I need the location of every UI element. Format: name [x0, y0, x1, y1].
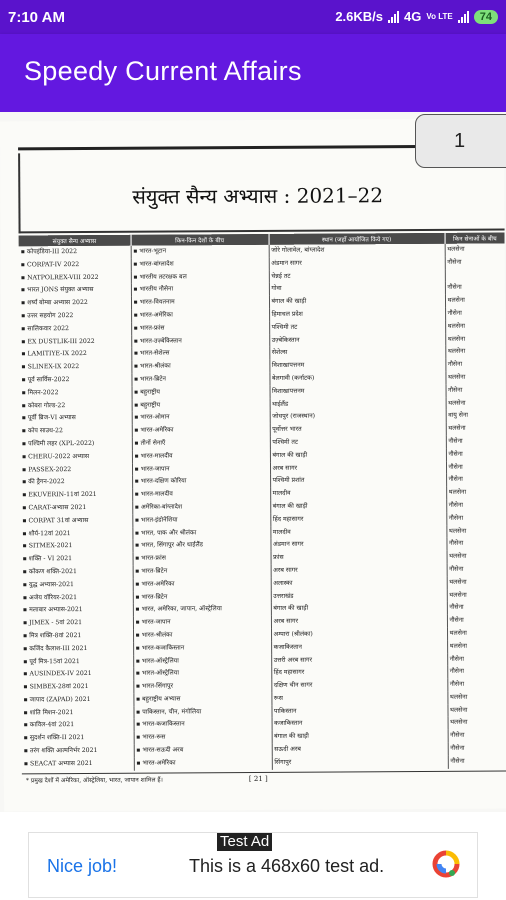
table-header-cell: किन-किन देशों के बीच	[131, 234, 269, 246]
table-cell: चेन्नई तट	[269, 269, 445, 283]
signal-icon	[388, 11, 399, 23]
table-cell: अरब सागर	[271, 564, 447, 578]
table-cell: थलसेना	[449, 693, 468, 701]
table-cell: ▪ सालिकवार 2022	[19, 323, 131, 336]
table-cell: हिंद महासागर	[271, 666, 447, 680]
table-cell: विशाखापत्तनम	[270, 385, 446, 399]
table-cell: ▪ मलाबार अभ्यास-2021	[21, 604, 133, 617]
exercise-table	[19, 232, 506, 771]
network-speed: 2.6KB/s	[335, 9, 384, 24]
table-cell: थलसेना	[448, 399, 466, 407]
table-cell: ▪ कजिंद कैलाश-III 2021	[21, 642, 133, 655]
table-cell: पाकिस्तान	[271, 705, 447, 719]
table-cell: ▪ SEACAT अभ्यास 2021	[22, 758, 134, 771]
table-cell: ▪ भारत-ब्रिटेन	[131, 373, 269, 387]
table-cell: पूर्वोत्तर भारत	[270, 423, 446, 437]
table-cell: थलसेना	[449, 591, 467, 599]
table-cell: नौसेना	[448, 476, 463, 484]
table-cell: ▪ शांति मिशन-2021	[21, 706, 133, 719]
table-cell: ▪ भारत-ब्रिटेन	[133, 565, 271, 579]
table-cell: ▪ पाकिस्तान, चीन, मंगोलिया	[133, 706, 271, 720]
table-cell: ▪ भारत-जापान	[133, 616, 271, 630]
table-cell: पश्चिमी तट	[270, 436, 446, 450]
table-cell: बंगाल की खाड़ी	[269, 295, 445, 309]
table-cell: सऊदी अरब	[272, 743, 448, 757]
table-cell: ▪ बहुराष्ट्रीय अभ्यास	[133, 693, 271, 707]
table-cell: ▪ भारत-कजाकिस्तान	[133, 642, 271, 656]
table-cell: ▪ भारत-बांग्लादेश	[131, 258, 269, 272]
table-cell: अलास्का	[271, 577, 447, 591]
table-header-cell: संयुक्त सैन्य अभ्यास	[19, 235, 131, 247]
table-cell: मालदीव	[270, 525, 446, 539]
table-cell: उत्तराखंड	[271, 589, 447, 603]
table-cell: नौसेना	[448, 501, 464, 509]
table-cell: नौसेना	[449, 680, 465, 688]
ad-description[interactable]: This is a 468x60 test ad.	[189, 856, 385, 876]
table-cell: बंगाल की खाड़ी	[270, 500, 446, 514]
table-cell: जोधपुर (राजस्थान)	[270, 410, 446, 424]
table-body	[19, 243, 506, 771]
table-cell: ▪ पश्चिमी लहर (XPL-2022)	[20, 438, 132, 451]
table-cell: थलसेना	[449, 706, 468, 714]
table-cell: थाईलैंड	[270, 397, 446, 411]
table-cell: अंडमान सागर	[269, 257, 445, 271]
table-cell: ▪ JIMEX - 5वां 2021	[21, 617, 133, 630]
ad-banner[interactable]	[28, 832, 478, 898]
table-cell: ▪ SLINEX-IX 2022	[19, 361, 131, 374]
admob-logo-icon[interactable]	[431, 849, 461, 879]
table-cell: थलसेना	[449, 642, 468, 650]
volte-icon: Vo LTE	[426, 11, 453, 21]
table-cell: ▪ भारत-अमेरिका	[133, 578, 271, 592]
table-cell: ▪ युद्ध अभ्यास-2021	[21, 578, 133, 591]
table-cell: नौसेना	[449, 616, 464, 624]
table-cell: थलसेना	[447, 335, 466, 343]
table-cell: अम्पारा (श्रीलंका)	[271, 628, 447, 642]
table-cell: ▪ भारत-ऑस्ट्रेलिया	[133, 654, 271, 668]
table-header-cell: स्थान (जहाँ आयोजित किये गए)	[269, 233, 445, 245]
table-cell: ▪ पूर्वी ब्रिज-VI अभ्यास	[20, 412, 132, 425]
network-type: 4G	[404, 9, 422, 24]
table-cell: नौसेना	[450, 732, 465, 740]
table-cell: ▪ LAMITIYE-IX 2022	[19, 348, 131, 361]
table-cell: अरब सागर	[270, 461, 446, 475]
table-cell: हिमाचल प्रदेश	[269, 308, 445, 322]
table-cell: ▪ कोप साउथ-22	[20, 425, 132, 438]
table-cell: ▪ तरंग शक्ति आत्मनिर्भर 2021	[22, 745, 134, 758]
table-cell: अरब सागर	[271, 615, 447, 629]
table-cell: ▪ CORPAT-IV 2022	[19, 259, 131, 272]
table-cell: ▪ भारत, सिंगापुर और थाईलैंड	[132, 539, 270, 553]
table-cell: ▪ भारत-ब्रिटेन	[133, 590, 271, 604]
table-cell: नौसेना	[449, 604, 464, 612]
table-cell: ▪ भारत-दक्षिण कोरिया	[132, 475, 270, 489]
table-cell: ▪ भारत-फ्रांस	[131, 322, 269, 336]
table-cell: कजाकिस्तान	[272, 717, 448, 731]
table-cell: ▪ भारत, पाक और श्रीलंका	[132, 526, 270, 540]
table-cell: ▪ पूर्व मित्र-15वां 2021	[21, 655, 133, 668]
table-cell: ▪ भारतीय नौसेना	[131, 283, 269, 297]
table-cell: ▪ भारत-वियतनाम	[131, 296, 269, 310]
table-cell: ▪ SIMBEX-28वां 2021	[21, 681, 133, 694]
table-cell: नौसेना	[448, 437, 463, 445]
table-cell: थलसेना	[447, 322, 466, 330]
table-cell: ▪ भारत, अमेरिका, जापान, ऑस्ट्रेलिया	[133, 603, 271, 617]
table-cell: कजाकिस्तान	[271, 641, 447, 655]
table-cell: गोवा	[269, 282, 445, 296]
table-cell: सेशेल्स	[269, 346, 445, 360]
document-title: संयुक्त सैन्य अभ्यास : 2021–22	[132, 183, 384, 209]
page-bottom-rule	[22, 770, 506, 774]
table-cell: ▪ उत्तर सहयोग 2022	[19, 310, 131, 323]
table-cell: ▪ भारतीय तटरक्षक बल	[131, 270, 269, 284]
table-cell: थलसेना	[448, 527, 467, 535]
table-cell: ▪ शर्ष्यं बोम्बा अभ्यास 2022	[19, 297, 131, 310]
table-cell: नौसेना	[448, 450, 463, 458]
table-cell: मालदीव	[270, 487, 446, 501]
table-cell: ▪ EKUVERIN-11वां 2021	[20, 489, 132, 502]
table-cell: ▪ AUSINDEX-IV 2021	[21, 668, 133, 681]
table-cell: पश्चिमी प्रशांत	[270, 474, 446, 488]
table-cell: ▪ NATPOLREX-VIII 2022	[19, 271, 131, 284]
table-cell: ▪ CORPAT 31वां अभ्यास	[20, 514, 132, 527]
table-cell: उज़्बेकिस्तान	[269, 333, 445, 347]
table-cell: जोरे गोलावेल, बांग्लादेश	[269, 244, 445, 258]
table-cell: थलसेना	[449, 629, 467, 637]
table-cell: थलसेना	[447, 245, 465, 253]
table-cell: ▪ सुदर्शन शक्ति-II 2021	[22, 732, 134, 745]
table-cell: ▪ भारत-मालदीव	[132, 450, 270, 464]
table-cell: ▪ PASSEX-2022	[20, 463, 132, 476]
table-cell: ▪ मिलन-2022	[20, 387, 132, 400]
status-time: 7:10 AM	[8, 9, 65, 26]
table-cell: ▪ कोंकण शक्ति-2021	[21, 566, 133, 579]
ad-label: Test Ad	[217, 833, 272, 851]
table-cell: ▪ भारत-सऊदी अरब	[134, 744, 272, 758]
table-cell: नौसेना	[448, 463, 463, 471]
table-cell: थलसेना	[447, 348, 466, 356]
table-cell: ▪ बहुराष्ट्रीय	[132, 398, 270, 412]
table-cell: थलसेना	[449, 552, 467, 560]
footnote: * प्रमुख देशों में अमेरिका, ऑस्ट्रेलिया, भारत, जापान शामिल हैं।	[25, 776, 163, 785]
printed-page-number: [ 21 ]	[248, 774, 268, 784]
table-cell: नौसेना	[448, 386, 463, 394]
table-cell: नौसेना	[449, 565, 464, 573]
table-cell: ▪ भारत-रूस	[134, 731, 272, 745]
status-bar	[0, 0, 506, 34]
page-number-badge[interactable]	[415, 114, 506, 168]
table-cell: ▪ तीनों सेनाएँ	[132, 437, 270, 451]
table-cell: वायु सेना	[448, 412, 469, 420]
ad-headline[interactable]: Nice job!	[47, 856, 118, 876]
table-cell	[445, 269, 505, 282]
table-cell: ▪ भारत-अमेरिका	[131, 309, 269, 323]
app-title: Speedy Current Affairs	[24, 56, 302, 86]
table-cell: नौसेना	[447, 258, 462, 266]
table-cell: ▪ CHERU-2022 अभ्यास	[20, 450, 132, 463]
table-cell: ▪ भारत-श्रीलंका	[133, 629, 271, 643]
table-header-cell: किन सेनाओं के बीच	[445, 232, 505, 243]
table-cell: फ्रांस	[271, 551, 447, 565]
table-cell: ▪ भारत-इंडोनेशिया	[132, 514, 270, 528]
scanned-page	[0, 118, 506, 811]
table-cell: रूस	[271, 692, 447, 706]
table-cell: हिंद महासागर	[270, 513, 446, 527]
table-cell: ▪ भारत JONS संयुक्त अभ्यास	[19, 284, 131, 297]
table-cell: ▪ भारत-ऑस्ट्रेलिया	[133, 667, 271, 681]
table-cell: ▪ शौर्य-12वां 2021	[20, 527, 132, 540]
table-cell: ▪ बहुराष्ट्रीय	[132, 386, 270, 400]
table-cell: नौसेना	[450, 744, 465, 752]
table-cell: ▪ काविल-4वां 2021	[22, 719, 134, 732]
table-cell: ▪ भारत-सेशेल्स	[131, 347, 269, 361]
document-viewer[interactable]	[0, 112, 506, 812]
table-cell: ▪ भारत-उज़्बेकिस्तान	[131, 334, 269, 348]
table-cell: थलसेना	[449, 578, 467, 586]
table-cell: ▪ मित्र शक्ति-8वां 2021	[21, 630, 133, 643]
table-cell: ▪ EX DUSTLIK-III 2022	[19, 335, 131, 348]
app-bar	[0, 34, 506, 112]
table-cell: उत्तरी अरब सागर	[271, 653, 447, 667]
table-cell: थलसेना	[447, 373, 466, 381]
table-cell: ▪ की ड्रैगन-2022	[20, 476, 132, 489]
table-cell: नौसेना	[448, 540, 464, 548]
table-cell: ▪ भारत-फ्रांस	[133, 552, 271, 566]
table-cell: ▪ जापाद (ZAPAD) 2021	[21, 694, 133, 707]
table-cell: नौसेना	[450, 757, 465, 765]
table-cell: ▪ भारत-कजाकिस्तान	[134, 718, 272, 732]
table-cell: ▪ भारत-अमेरिका	[134, 757, 272, 771]
table-cell: ▪ भारत-अमेरिका	[132, 424, 270, 438]
table-cell: नौसेना	[447, 309, 462, 317]
table-cell: ▪ भारत-श्रीलंका	[131, 360, 269, 374]
table-cell: ▪ कोबरा गोल्ड-22	[20, 399, 132, 412]
table-cell: ▪ भारत-जापान	[132, 462, 270, 476]
table-cell: थलसेना	[448, 424, 466, 432]
page-number: 1	[454, 130, 466, 152]
table-cell: बेलगावी (कर्नाटक)	[269, 372, 445, 386]
table-cell: नौसेना	[449, 655, 464, 663]
table-cell: नौसेना	[447, 360, 463, 368]
table-cell: ▪ CARAT-अभ्यास 2021	[20, 502, 132, 515]
table-cell: ▪ भारत-सिंगापुर	[133, 680, 271, 694]
table-cell: ▪ अजेय वॉरियर-2021	[21, 591, 133, 604]
table-cell: थलसेना	[448, 488, 467, 496]
table-cell: अंडमान सागर	[270, 538, 446, 552]
status-icons	[335, 9, 498, 24]
table-cell: ▪ कोपइंडिया-III 2022	[19, 246, 131, 259]
table-cell: थलसेना	[450, 719, 468, 727]
table-cell: नौसेना	[449, 668, 465, 676]
table-cell: ▪ अमेरिका-बांग्लादेश	[132, 501, 270, 515]
table-cell: नौसेना	[447, 284, 462, 292]
table-cell: पश्चिमी तट	[269, 321, 445, 335]
table-cell: बंगाल की खाड़ी	[270, 449, 446, 463]
table-cell: थलसेना	[447, 296, 465, 305]
table-cell: बंगाल की खाड़ी	[271, 602, 447, 616]
signal-icon-2	[458, 11, 469, 23]
table-cell: ▪ SITMEX-2021	[20, 540, 132, 553]
table-cell: सिंगापुर	[272, 756, 448, 770]
table-cell: ▪ भारत-ओमान	[132, 411, 270, 425]
table-cell: दक्षिण चीन सागर	[271, 679, 447, 693]
table-cell: बंगाल की खाड़ी	[272, 730, 448, 744]
table-cell: ▪ शक्ति - VI 2021	[21, 553, 133, 566]
table-cell: ▪ भारत-मालदीव	[132, 488, 270, 502]
table-cell: ▪ पूर्व सार्विस-2022	[19, 374, 131, 387]
table-cell: ▪ भारत-भूटान	[131, 245, 269, 259]
battery-icon: 74	[474, 10, 498, 24]
table-cell: विशाखापत्तनम	[269, 359, 445, 373]
table-cell: नौसेना	[448, 514, 464, 522]
